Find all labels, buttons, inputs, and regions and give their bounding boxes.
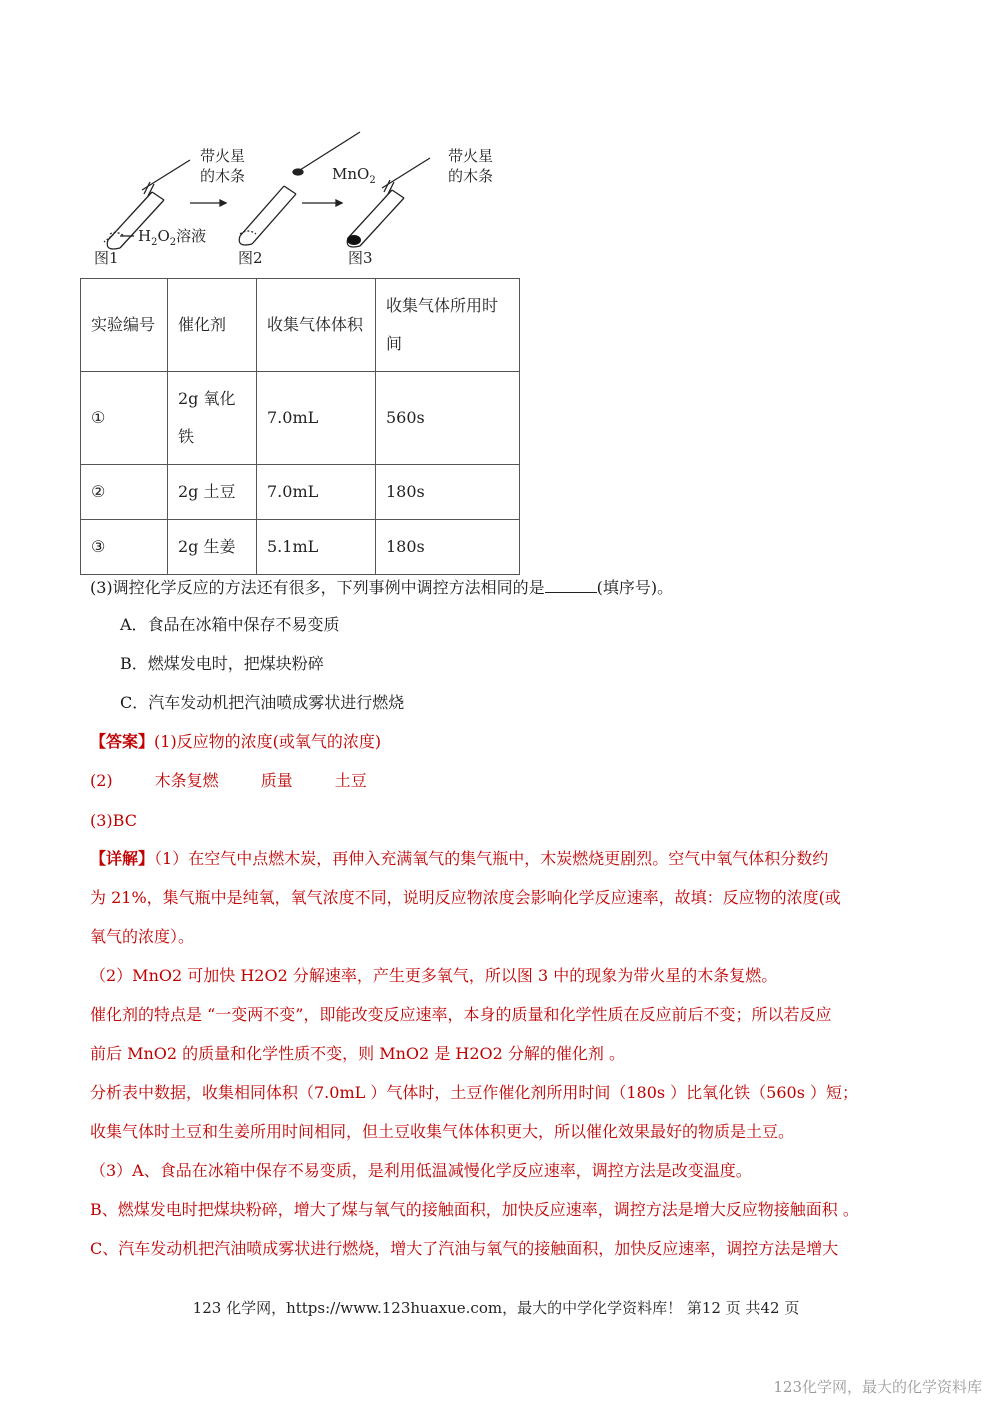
table-row	[81, 372, 520, 465]
table-cell: ③	[81, 520, 168, 575]
fig2-caption: 图2	[238, 249, 263, 267]
detail-block	[90, 839, 910, 1268]
page-footer: 123 化学网，https://www.123huaxue.com，最大的中学化学资料库！ 第12 页 共42 页	[192, 1299, 800, 1317]
table-cell: ①	[81, 372, 168, 465]
table-header-cell: 收集气体所用时间	[376, 279, 520, 372]
experiment-figure	[80, 130, 540, 270]
option-c: C．汽车发动机把汽油喷成雾状进行燃烧	[120, 693, 405, 712]
fig1-caption: 图1	[94, 249, 119, 267]
answer-tag: 【答案】	[90, 732, 155, 751]
detail-line: C、汽车发动机把汽油喷成雾状进行燃烧，增大了汽油与氧气的接触面积，加快反应速率，调控方法是增大	[90, 1239, 839, 1258]
detail-line: （3）A、食品在冰箱中保存不易变质，是利用低温减慢化学反应速率，调控方法是改变温度。	[90, 1161, 752, 1180]
answer-line-1: 【答案】(1)反应物的浓度(或氧气的浓度)	[90, 732, 382, 751]
detail-line: 为 21%，集气瓶中是纯氧，氧气浓度不同，说明反应物浓度会影响化学反应速率，故填：反应物的浓度(或	[90, 888, 841, 907]
h2o2-label: $H_2O_2$溶液	[138, 227, 207, 248]
answer-line-2: (2) 木条复燃 质量 土豆	[90, 771, 367, 790]
answer-line-3: (3)BC	[90, 811, 137, 830]
wood-stick-1	[142, 160, 190, 196]
table-cell: 2g 生姜	[168, 520, 257, 575]
table-cell: 560s	[376, 372, 520, 465]
stick-label-top-left: 带火星	[200, 147, 246, 165]
table-cell: 7.0mL	[257, 465, 376, 520]
table-header-cell: 催化剂	[168, 279, 257, 372]
option-a: A．食品在冰箱中保存不易变质	[120, 615, 340, 634]
detail-line: 前后 MnO2 的质量和化学性质不变，则 MnO2 是 H2O2 分解的催化剂 。	[90, 1044, 626, 1063]
table-header-row	[81, 279, 520, 372]
detail-line: （2）MnO2 可加快 H2O2 分解速率，产生更多氧气，所以图 3 中的现象为带火星的木条复燃。	[90, 966, 778, 985]
table-header-cell: 实验编号	[81, 279, 168, 372]
experiment-table	[80, 278, 520, 575]
table-cell: 2g 土豆	[168, 465, 257, 520]
site-watermark: 123化学网，最大的化学资料库	[773, 1378, 982, 1396]
detail-tag: 【详解】	[90, 849, 155, 868]
detail-line: 【详解】（1）在空气中点燃木炭，再伸入充满氧气的集气瓶中，木炭燃烧更剧烈。空气中氧气体积分数约	[90, 849, 829, 868]
answer-blank	[545, 576, 597, 593]
option-b: B．燃煤发电时，把煤块粉碎	[120, 654, 324, 673]
table-cell: 5.1mL	[257, 520, 376, 575]
test-tube-2	[239, 186, 296, 245]
arrow-2	[302, 200, 342, 206]
detail-line: 氧气的浓度）。	[90, 927, 195, 946]
detail-line: 分析表中数据，收集相同体积（7.0mL ）气体时，土豆作催化剂所用时间（180s ）比氧化铁（560s ）短；	[90, 1083, 859, 1102]
wood-stick-3	[382, 158, 430, 194]
question-3-stem: (3)调控化学反应的方法还有很多，下列事例中调控方法相同的是 (填序号)。	[90, 578, 674, 597]
mno2-label: MnO$_2$	[332, 165, 376, 186]
stick-label-bottom-left: 的木条	[200, 167, 246, 185]
detail-line: 催化剂的特点是 “一变两不变”，即能改变反应速率，本身的质量和化学性质在反应前后不变；所以若反应	[90, 1005, 832, 1024]
table-cell: 180s	[376, 465, 520, 520]
table-cell: 2g 氧化铁	[168, 372, 257, 465]
table-cell: ②	[81, 465, 168, 520]
detail-line: 收集气体时土豆和生姜所用时间相同，但土豆收集气体体积更大，所以催化效果最好的物质是土豆。	[90, 1122, 795, 1141]
detail-line: B、燃煤发电时把煤块粉碎，增大了煤与氧气的接触面积，加快反应速率，调控方法是增大反应物接触面积 。	[90, 1200, 859, 1219]
table-row	[81, 520, 520, 575]
stick-label-bottom-right: 的木条	[448, 167, 494, 185]
arrow-1	[190, 200, 226, 206]
table-row	[81, 465, 520, 520]
mno2-powder	[347, 235, 361, 245]
table-header-cell: 收集气体体积	[257, 279, 376, 372]
table-cell: 7.0mL	[257, 372, 376, 465]
stick-label-top-right: 带火星	[448, 147, 494, 165]
table-cell: 180s	[376, 520, 520, 575]
fig3-caption: 图3	[348, 249, 373, 267]
